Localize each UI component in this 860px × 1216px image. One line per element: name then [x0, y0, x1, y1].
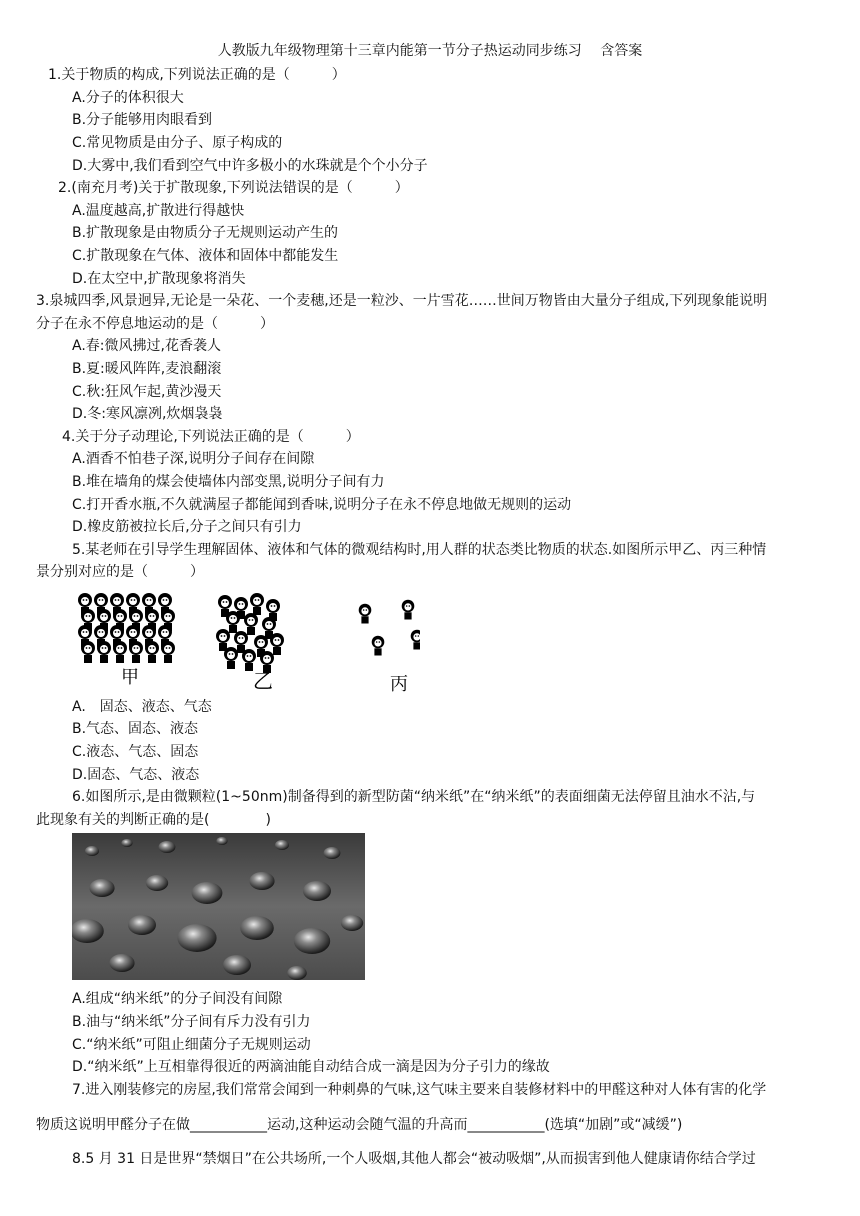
crowd-gas-bing — [359, 600, 420, 656]
q5-option-b: B.气态、固态、液态 — [72, 721, 199, 737]
q3-option-a: A.春:微风拂过,花香袭人 — [72, 338, 221, 354]
question-5-stem-line1: 5.某老师在引导学生理解固体、液体和气体的微观结构时,用人群的状态类比物质的状态.如图所示甲乙、丙三种情 — [72, 542, 767, 558]
q2-option-c: C.扩散现象在气体、液体和固体中都能发生 — [72, 248, 339, 264]
figure-label-yi: 乙 — [253, 669, 273, 693]
question-7-stem-line2: 物质这说明甲醛分子在做___________运动,这种运动会随气温的升高而___________(选填“加剧”或“减缓”) — [36, 1117, 683, 1133]
page-title: 人教版九年级物理第十三章内能第一节分子热运动同步练习 含答案 — [217, 43, 643, 59]
q3-option-b: B.夏:暖风阵阵,麦浪翻滚 — [72, 361, 222, 377]
q1-option-c: C.常见物质是由分子、原子构成的 — [72, 135, 283, 151]
q2-option-d: D.在太空中,扩散现象将消失 — [72, 271, 246, 287]
question-8-stem-line1: 8.5 月 31 日是世界“禁烟日”在公共场所,一个人吸烟,其他人都会“被动吸烟”,从而损害到他人健康请你结合学过 — [72, 1151, 756, 1167]
q4-option-b: B.堆在墙角的煤会使墙体内部变黑,说明分子间有力 — [72, 474, 385, 490]
q1-option-b: B.分子能够用肉眼看到 — [72, 112, 213, 128]
question-5-stem-line2: 景分别对应的是（ ） — [36, 564, 204, 580]
q4-option-c: C.打开香水瓶,不久就满屋子都能闻到香味,说明分子在永不停息地做无规则的运动 — [72, 497, 572, 513]
q4-option-a: A.酒香不怕巷子深,说明分子间存在间隙 — [72, 451, 315, 467]
question-3-stem-line1: 3.泉城四季,风景迥异,无论是一朵花、一个麦穗,还是一粒沙、一片雪花……世间万物皆由大量分子组成,下列现象能说明 — [36, 293, 768, 309]
q1-option-d: D.大雾中,我们看到空气中许多极小的水珠就是个个小分子 — [72, 158, 428, 174]
q4-option-d: D.橡皮筋被拉长后,分子之间只有引力 — [72, 519, 302, 535]
crowd-states-figure — [75, 590, 420, 694]
q6-option-c: C.“纳米纸”可阻止细菌分子无规则运动 — [72, 1037, 311, 1053]
q5-option-d: D.固态、气态、液态 — [72, 767, 200, 783]
crowd-liquid-yi — [216, 593, 284, 673]
q1-option-a: A.分子的体积很大 — [72, 90, 184, 106]
question-6-stem-line2: 此现象有关的判断正确的是( ) — [36, 812, 271, 828]
crowd-solid-jia — [78, 593, 175, 663]
q3-option-c: C.秋:狂风乍起,黄沙漫天 — [72, 384, 222, 400]
nano-paper-photo — [72, 833, 365, 980]
q5-option-c: C.液态、气态、固态 — [72, 744, 199, 760]
question-6-stem-line1: 6.如图所示,是由微颗粒(1~50nm)制备得到的新型防菌“纳米纸”在“纳米纸”的表面细菌无法停留且油水不沾,与 — [72, 789, 756, 805]
figure-label-bing: 丙 — [390, 674, 408, 694]
question-7-stem-line1: 7.进入刚装修完的房屋,我们常常会闻到一种刺鼻的气味,这气味主要来自装修材料中的甲醛这种对人体有害的化学 — [72, 1082, 767, 1098]
q2-option-a: A.温度越高,扩散进行得越快 — [72, 203, 245, 219]
q6-option-d: D.“纳米纸”上互相靠得很近的两滴油能自动结合成一滴是因为分子引力的缘故 — [72, 1059, 550, 1075]
q6-option-b: B.油与“纳米纸”分子间有斥力没有引力 — [72, 1014, 311, 1030]
q6-option-a: A.组成“纳米纸”的分子间没有间隙 — [72, 991, 283, 1007]
question-1-stem: 1.关于物质的构成,下列说法正确的是（ ） — [48, 67, 346, 83]
question-2-stem: 2.(南充月考)关于扩散现象,下列说法错误的是（ ） — [58, 180, 409, 196]
question-3-stem-line2: 分子在永不停息地运动的是（ ） — [36, 316, 274, 332]
q5-option-a: A. 固态、液态、气态 — [72, 699, 212, 715]
q3-option-d: D.冬:寒风凛冽,炊烟袅袅 — [72, 406, 223, 422]
figure-label-jia: 甲 — [121, 667, 139, 688]
question-4-stem: 4.关于分子动理论,下列说法正确的是（ ） — [62, 429, 360, 445]
q2-option-b: B.扩散现象是由物质分子无规则运动产生的 — [72, 225, 339, 241]
